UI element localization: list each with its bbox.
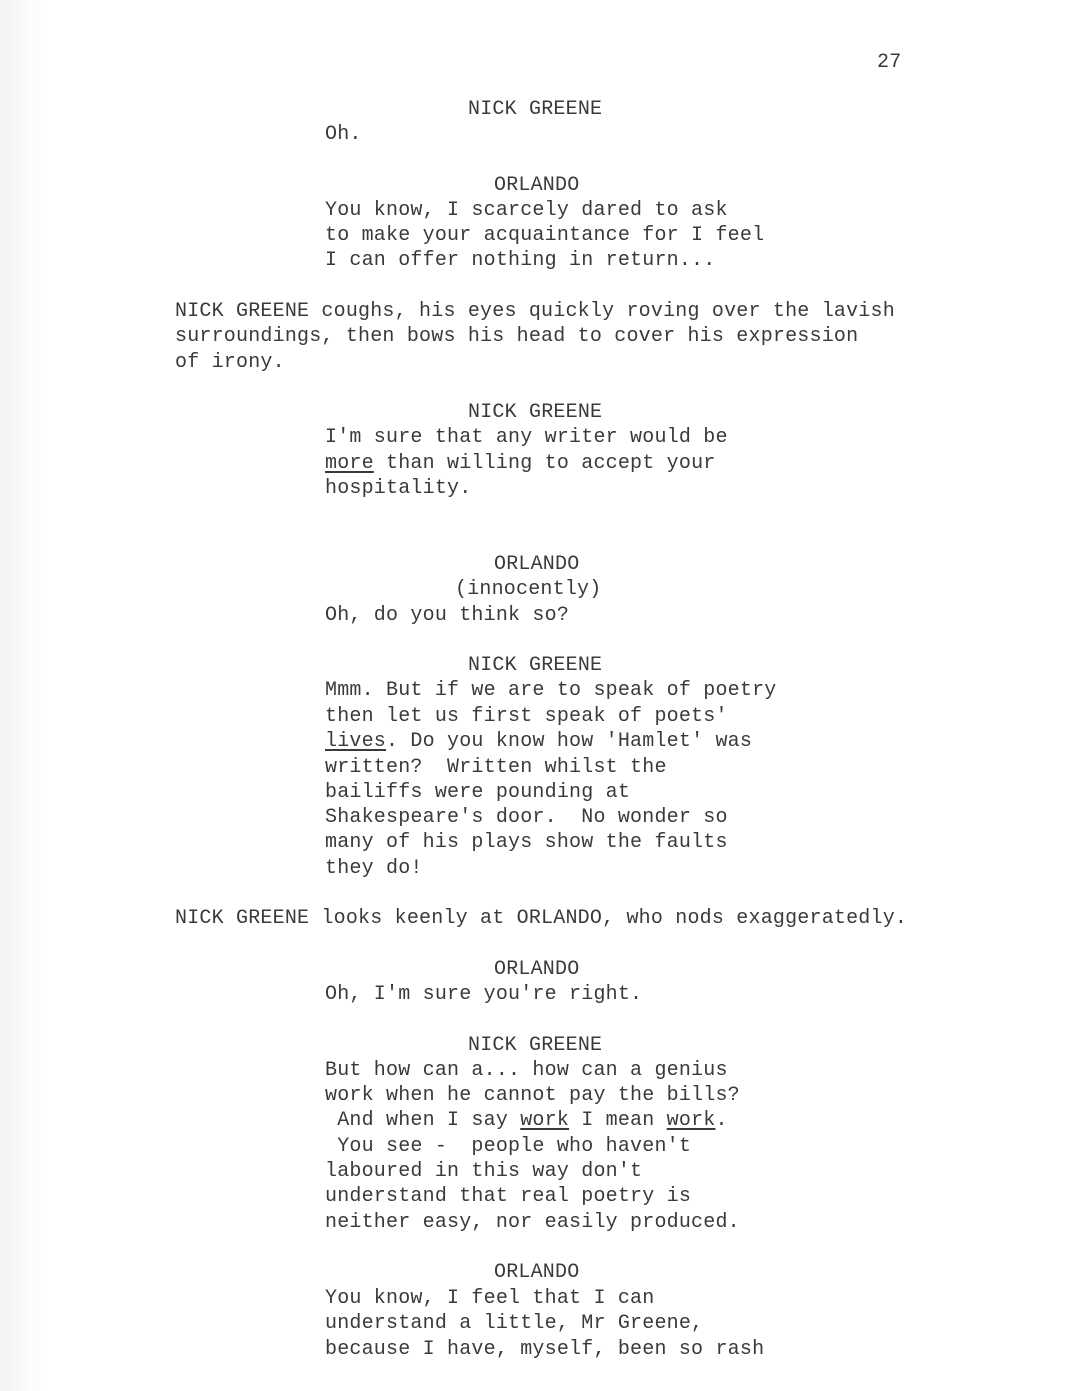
dialogue-line: to make your acquaintance for I feel — [325, 224, 765, 247]
dialogue-text: than willing to accept your — [373, 452, 716, 475]
dialogue-line: Oh, do you think so? — [325, 604, 570, 627]
dialogue-line: many of his plays show the faults — [325, 831, 728, 854]
character-name: ORLANDO — [494, 174, 580, 197]
dialogue-line: I can offer nothing in return... — [325, 249, 716, 272]
dialogue-line: bailiffs were pounding at — [325, 781, 631, 804]
dialogue-line: I'm sure that any writer would be — [325, 426, 728, 449]
page-number: 27 — [877, 51, 902, 74]
character-name: NICK GREENE — [468, 401, 603, 424]
dialogue-line: You know, I feel that I can — [325, 1287, 655, 1310]
action-line: surroundings, then bows his head to cover his expression — [175, 325, 859, 348]
dialogue-line — [325, 1108, 728, 1133]
character-name: NICK GREENE — [468, 98, 603, 121]
underlined-word: more — [325, 452, 374, 475]
character-name: ORLANDO — [494, 1261, 580, 1284]
dialogue-line: written? Written whilst the — [325, 756, 667, 779]
dialogue-text: And when I say — [325, 1109, 521, 1132]
character-name: ORLANDO — [494, 958, 580, 981]
dialogue-line: understand that real poetry is — [325, 1185, 692, 1208]
page-edge-shadow — [0, 0, 46, 1391]
action-line: NICK GREENE looks keenly at ORLANDO, who nods exaggeratedly. — [175, 907, 908, 930]
dialogue-line: neither easy, nor easily produced. — [325, 1211, 740, 1234]
dialogue-text: . Do you know how 'Hamlet' was — [386, 730, 753, 753]
dialogue-line: You see - people who haven't — [325, 1135, 692, 1158]
dialogue-line: understand a little, Mr Greene, — [325, 1312, 704, 1335]
character-name: ORLANDO — [494, 553, 580, 576]
dialogue-line: Mmm. But if we are to speak of poetry — [325, 679, 777, 702]
underlined-word: work — [666, 1109, 716, 1132]
dialogue-line: Oh. — [325, 123, 362, 146]
dialogue-line: But how can a... how can a genius — [325, 1059, 728, 1082]
dialogue-line: they do! — [325, 857, 423, 880]
dialogue-line: Shakespeare's door. No wonder so — [325, 806, 728, 829]
dialogue-text: . — [715, 1109, 728, 1132]
action-line: NICK GREENE coughs, his eyes quickly roving over the lavish — [175, 300, 895, 323]
dialogue-line: because I have, myself, been so rash — [325, 1338, 765, 1361]
underlined-word: work — [520, 1109, 570, 1132]
parenthetical: (innocently) — [455, 578, 602, 601]
dialogue-line: work when he cannot pay the bills? — [325, 1084, 740, 1107]
dialogue-line — [325, 451, 715, 476]
character-name: NICK GREENE — [468, 654, 603, 677]
dialogue-line: then let us first speak of poets' — [325, 705, 728, 728]
dialogue-line — [325, 729, 752, 754]
dialogue-line: You know, I scarcely dared to ask — [325, 199, 728, 222]
action-line: of irony. — [175, 351, 285, 374]
underlined-word: lives — [325, 730, 387, 753]
dialogue-line: hospitality. — [325, 477, 472, 500]
dialogue-text: I mean — [569, 1109, 667, 1132]
dialogue-line: Oh, I'm sure you're right. — [325, 983, 643, 1006]
dialogue-line: laboured in this way don't — [325, 1160, 643, 1183]
character-name: NICK GREENE — [468, 1034, 603, 1057]
